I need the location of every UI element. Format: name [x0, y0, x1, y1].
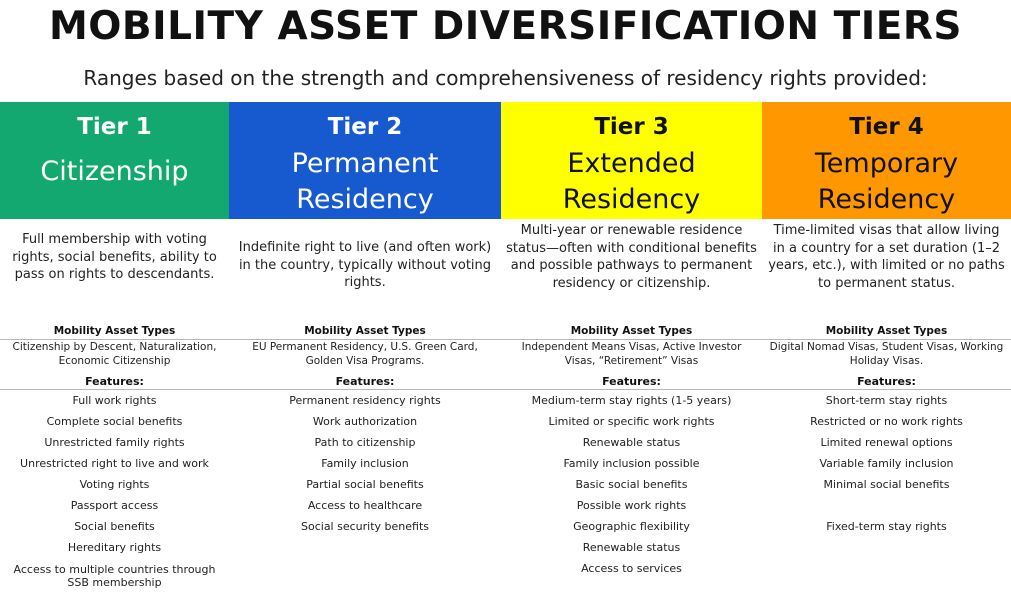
list-item: Unrestricted right to live and work: [20, 457, 209, 470]
tier-3-features-list: [501, 389, 762, 580]
list-item: Social security benefits: [301, 520, 429, 533]
tier-3-features-heading: Features:: [602, 375, 661, 388]
tier-4-name: Temporary Residency: [814, 148, 959, 215]
list-item: Path to citizenship: [314, 436, 416, 449]
list-item: Variable family inclusion: [819, 457, 954, 470]
list-item: Social benefits: [74, 520, 155, 533]
tier-4-description: Time-limited visas that allow living in a country for a set duration (1–2 years, etc.), with limited or no paths to permanent status.: [768, 223, 1005, 291]
tier-3-description: Multi-year or renewable residence status—often with conditional benefits and possible pathways to permanent residency or citizenship.: [506, 223, 757, 291]
list-item: Basic social benefits: [575, 478, 688, 491]
list-item: Access to services: [581, 562, 682, 575]
page-title: MOBILITY ASSET DIVERSIFICATION TIERS: [48, 4, 963, 49]
list-item: Complete social benefits: [46, 415, 183, 428]
list-item: Work authorization: [312, 415, 418, 428]
tier-1-features-list: [0, 389, 229, 587]
tier-1-types: Citizenship by Descent, Naturalization, Economic Citizenship: [0, 339, 229, 374]
page-subtitle: Ranges based on the strength and comprehensiveness of residency rights provided:: [83, 66, 928, 90]
list-item: Limited renewal options: [820, 436, 953, 449]
tier-2-column: [229, 102, 501, 538]
tier-2-name: Permanent Residency: [291, 148, 439, 215]
list-item: Fixed-term stay rights: [826, 520, 947, 533]
tier-2-label: Tier 2: [327, 114, 403, 140]
tier-2-types: EU Permanent Residency, U.S. Green Card, Golden Visa Programs.: [229, 339, 501, 374]
tier-3-label: Tier 3: [594, 114, 669, 140]
tier-1-features-heading: Features:: [85, 375, 144, 388]
tier-3-header: [501, 102, 762, 219]
tier-2-types-heading: Mobility Asset Types: [304, 325, 426, 337]
tier-4-features-heading: Features:: [857, 375, 916, 388]
list-item: Minimal social benefits: [823, 478, 950, 491]
list-item: Short-term stay rights: [825, 394, 948, 407]
tier-4-header: [762, 102, 1011, 219]
list-item: Possible work rights: [576, 499, 687, 512]
tier-2-features-list: [229, 389, 501, 538]
tier-3-name: Extended Residency: [562, 148, 701, 215]
list-item: Geographic flexibility: [573, 520, 690, 533]
list-item: Access to healthcare: [307, 499, 423, 512]
tier-1-header: [0, 102, 229, 219]
tier-1-types-heading: Mobility Asset Types: [53, 325, 176, 337]
tier-2-features-heading: Features:: [335, 375, 395, 388]
list-item: Limited or specific work rights: [548, 415, 715, 428]
list-item: Voting rights: [79, 478, 150, 491]
tier-1-column: [0, 102, 229, 587]
list-item: Access to multiple countries through SSB membership: [13, 563, 216, 589]
tier-1-label: Tier 1: [77, 114, 152, 140]
tier-2-header: [229, 102, 501, 219]
list-item: Partial social benefits: [306, 478, 424, 491]
tier-4-column: [762, 102, 1011, 538]
list-item: Renewable status: [582, 541, 681, 554]
tier-4-label: Tier 4: [849, 114, 924, 140]
tier-4-features-list: [762, 389, 1011, 538]
list-item: Restricted or no work rights: [810, 415, 963, 428]
tier-1-name: Citizenship: [40, 156, 189, 187]
list-item: [762, 496, 1011, 517]
list-item: Family inclusion possible: [563, 457, 700, 470]
list-item: Full work rights: [72, 394, 157, 407]
list-item: Unrestricted family rights: [44, 436, 185, 449]
list-item: Family inclusion: [321, 457, 409, 470]
tier-1-description: Full membership with voting rights, social benefits, ability to pass on rights to descendants.: [12, 232, 217, 282]
tier-2-description: Indefinite right to live (and often work) in the country, typically without voting rights.: [238, 240, 492, 290]
list-item: Passport access: [70, 499, 159, 512]
list-item: Renewable status: [582, 436, 681, 449]
tier-4-types: Digital Nomad Visas, Student Visas, Working Holiday Visas.: [762, 339, 1011, 374]
list-item: Permanent residency rights: [289, 394, 441, 407]
tier-3-types: Independent Means Visas, Active Investor Visas, “Retirement” Visas: [501, 339, 762, 374]
tier-4-types-heading: Mobility Asset Types: [825, 325, 948, 337]
tier-3-column: [501, 102, 762, 580]
list-item: Medium-term stay rights (1-5 years): [531, 394, 732, 407]
list-item: Hereditary rights: [67, 541, 162, 554]
tier-3-types-heading: Mobility Asset Types: [570, 325, 693, 337]
